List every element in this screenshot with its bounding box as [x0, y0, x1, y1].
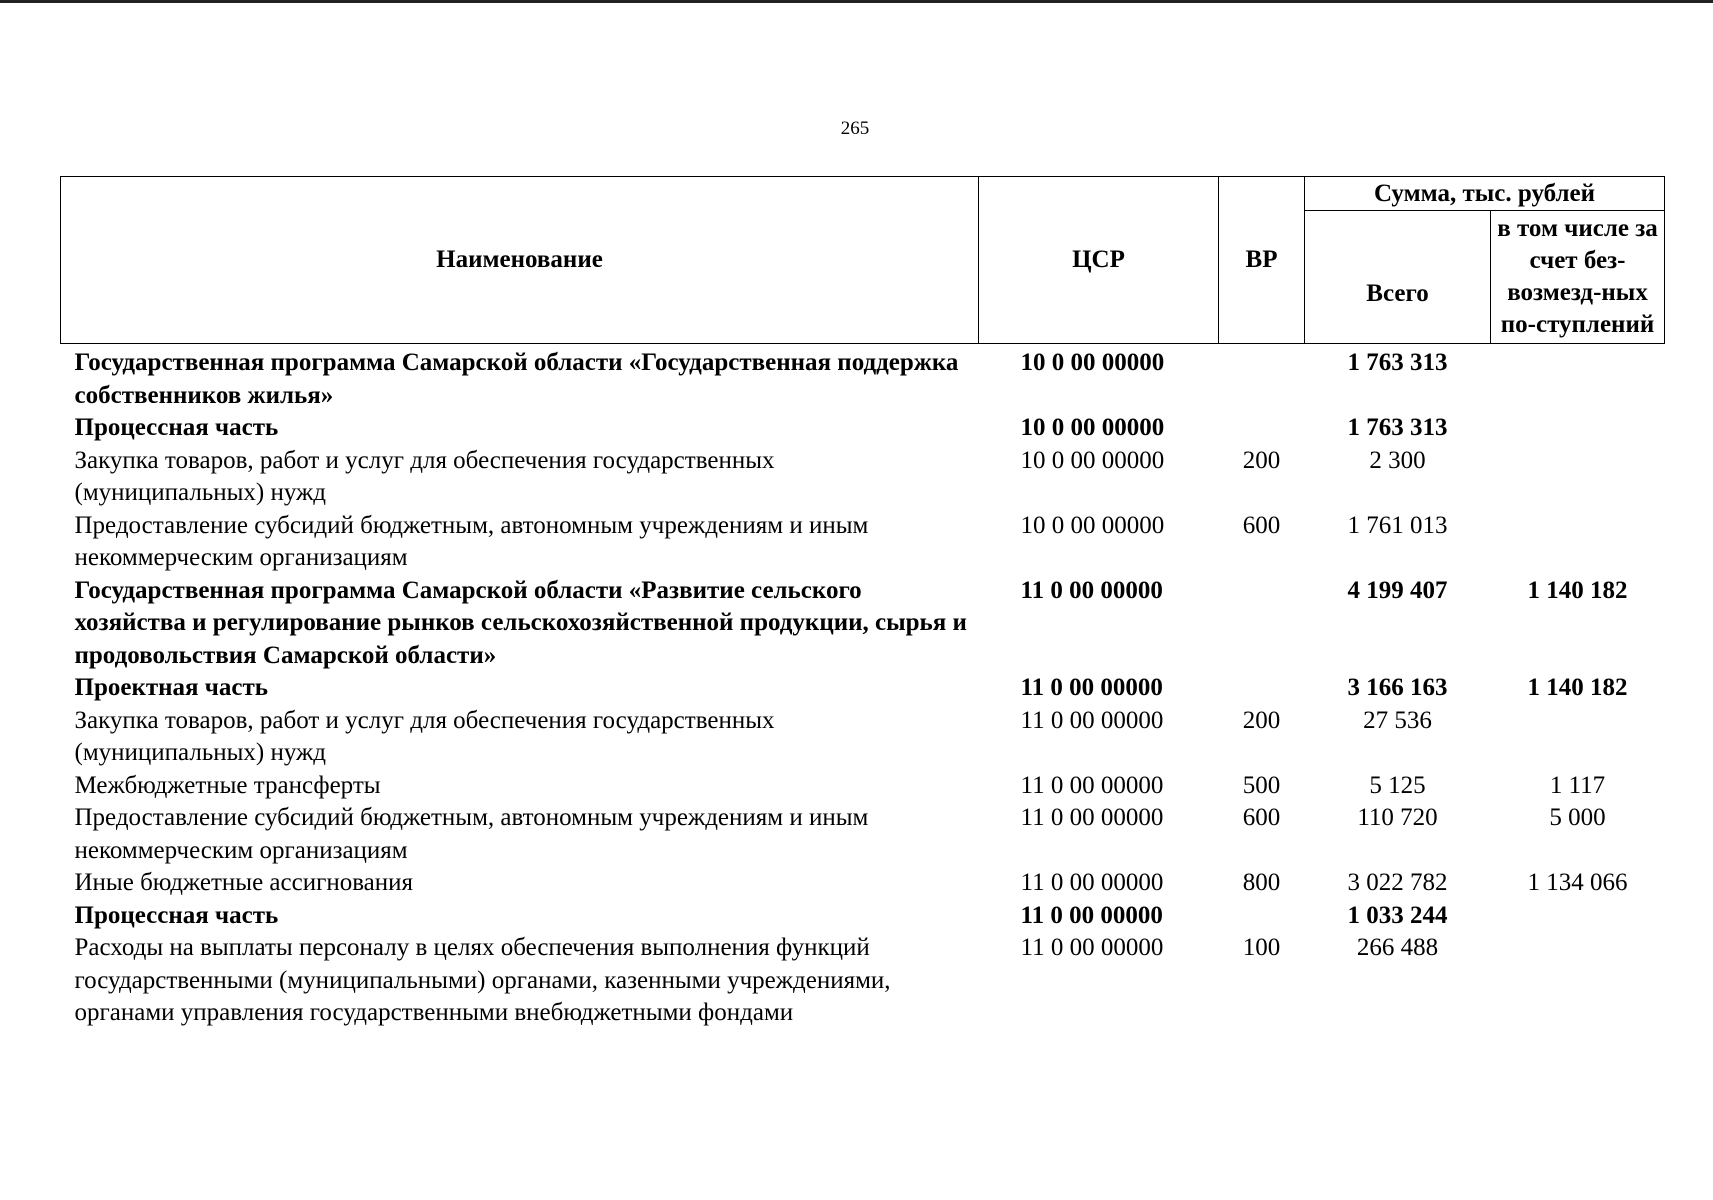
cell-name: Закупка товаров, работ и услуг для обеспечения государственных (муниципальных) нужд	[74, 446, 775, 506]
cell-vr	[1219, 672, 1305, 705]
header-total: Всего	[1305, 211, 1491, 344]
cell-csr: 11 0 00 00000	[1020, 674, 1163, 701]
cell-total: 3 166 163	[1347, 674, 1448, 701]
cell-total: 1 763 313	[1347, 349, 1448, 376]
table-row	[61, 672, 1665, 705]
cell-vr: 100	[1242, 934, 1281, 961]
cell-vr: 800	[1242, 869, 1281, 896]
cell-gratuitous: 1 117	[1549, 771, 1606, 799]
cell-gratuitous	[1491, 932, 1665, 1030]
cell-vr: 600	[1242, 804, 1281, 831]
cell-name: Межбюджетные трансферты	[74, 771, 381, 799]
cell-vr	[1219, 900, 1305, 933]
cell-vr: 200	[1242, 706, 1281, 734]
cell-gratuitous: 1 140 182	[1527, 576, 1628, 604]
cell-name: Государственная программа Самарской области «Развитие сельского хозяйства и регулирование рынков сельскохозяйственной продукции, сырья и продовольствия Самарской области»	[74, 576, 967, 669]
cell-gratuitous	[1491, 344, 1665, 413]
cell-gratuitous	[1491, 445, 1665, 510]
cell-name: Предоставление субсидий бюджетным, автономным учреждениям и иным некоммерческим организациям	[74, 511, 869, 571]
budget-table-container	[60, 176, 1664, 1030]
cell-gratuitous	[1491, 412, 1665, 445]
table-row	[61, 705, 1665, 770]
cell-total: 110 720	[1357, 804, 1438, 831]
cell-name: Иные бюджетные ассигнования	[74, 869, 414, 896]
cell-name: Государственная программа Самарской области «Государственная поддержка собственников жилья»	[74, 349, 959, 409]
cell-csr: 10 0 00 00000	[1020, 414, 1165, 441]
table-row	[61, 900, 1665, 933]
cell-name: Проектная часть	[74, 674, 269, 701]
table-row	[61, 445, 1665, 510]
table-row	[61, 802, 1665, 867]
table-row	[61, 932, 1665, 1030]
top-rule	[0, 0, 1713, 3]
header-name: Наименование	[61, 177, 979, 344]
cell-total: 3 022 782	[1347, 869, 1448, 896]
table-row	[61, 510, 1665, 575]
table-row	[61, 575, 1665, 673]
cell-total: 2 300	[1369, 446, 1426, 474]
cell-csr: 10 0 00 00000	[1020, 349, 1165, 376]
header-vr: ВР	[1219, 177, 1305, 344]
page-number: 265	[840, 118, 870, 139]
cell-vr	[1219, 575, 1305, 673]
cell-total: 1 033 244	[1347, 901, 1448, 929]
cell-vr: 500	[1242, 771, 1281, 799]
cell-gratuitous: 1 134 066	[1527, 869, 1628, 896]
cell-csr: 10 0 00 00000	[1020, 446, 1165, 474]
cell-total: 27 536	[1363, 706, 1432, 734]
cell-gratuitous	[1491, 900, 1665, 933]
cell-vr	[1219, 344, 1305, 413]
cell-gratuitous	[1491, 705, 1665, 770]
table-row	[61, 867, 1665, 900]
cell-vr: 200	[1242, 446, 1281, 474]
cell-total: 1 763 313	[1347, 414, 1448, 441]
cell-name: Процессная часть	[74, 901, 279, 929]
cell-name: Расходы на выплаты персоналу в целях обеспечения выполнения функций государственными (муниципальными) органами, казенными учреждениями, органами управления государственными внебюджетными фондами	[74, 934, 891, 1026]
cell-name: Закупка товаров, работ и услуг для обеспечения государственных (муниципальных) нужд	[74, 706, 775, 766]
budget-table	[60, 176, 1665, 1030]
cell-csr: 11 0 00 00000	[1020, 771, 1164, 799]
header-sum: Сумма, тыс. рублей	[1305, 177, 1665, 211]
header-csr: ЦСР	[979, 177, 1219, 344]
cell-total: 4 199 407	[1347, 576, 1448, 604]
cell-csr: 11 0 00 00000	[1020, 804, 1164, 831]
cell-csr: 10 0 00 00000	[1020, 511, 1165, 539]
cell-total: 5 125	[1369, 771, 1426, 799]
cell-gratuitous: 5 000	[1549, 804, 1606, 831]
cell-csr: 11 0 00 00000	[1020, 934, 1164, 961]
cell-csr: 11 0 00 00000	[1020, 576, 1163, 604]
cell-gratuitous: 1 140 182	[1527, 674, 1628, 701]
cell-total: 1 761 013	[1347, 511, 1448, 539]
cell-csr: 11 0 00 00000	[1020, 706, 1164, 734]
cell-vr: 600	[1242, 511, 1281, 539]
cell-gratuitous	[1491, 510, 1665, 575]
cell-name: Процессная часть	[74, 414, 279, 441]
cell-csr: 11 0 00 00000	[1020, 901, 1163, 929]
cell-csr: 11 0 00 00000	[1020, 869, 1164, 896]
table-row	[61, 770, 1665, 803]
table-row	[61, 344, 1665, 413]
cell-name: Предоставление субсидий бюджетным, автономным учреждениям и иным некоммерческим организациям	[74, 804, 869, 864]
cell-vr	[1219, 412, 1305, 445]
header-gratuitous: в том числе за счет без-возмезд-ных по-ступлений	[1491, 211, 1665, 344]
table-row	[61, 412, 1665, 445]
table-body	[61, 344, 1665, 1030]
table-header	[61, 177, 1665, 344]
cell-total: 266 488	[1356, 934, 1439, 961]
